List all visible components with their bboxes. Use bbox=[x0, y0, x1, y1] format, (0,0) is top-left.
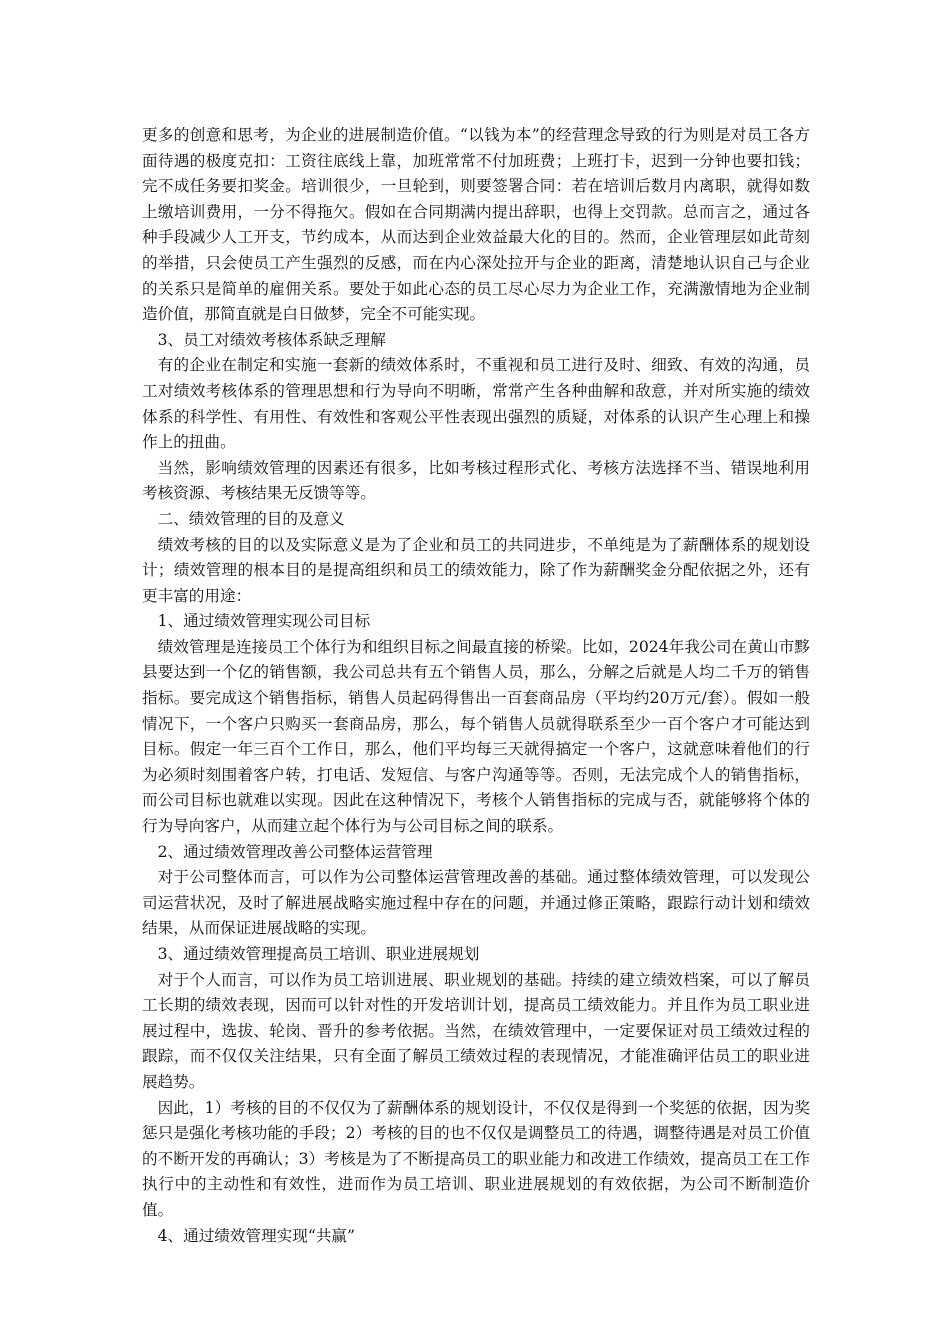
paragraph-continuation: 更多的创意和思考，为企业的进展制造价值。“以钱为本”的经营理念导致的行为则是对员工各方面待遇的极度克扣：工资往底线上靠，加班常常不付加班费；上班打卡，迟到一分钟也要扣钱；完不成任务要扣奖金。培训很少，一旦轮到，则要签署合同：若在培训后数月内离职，就得如数上缴培训费用，一分不得拖欠。假如在合同期满内提出辞职，也得上交罚款。总而言之，通过各种手段减少人工开支，节约成本，从而达到企业效益最大化的目的。然而，企业管理层如此苛刻的举措，只会使员工产生强烈的反感，而在内心深处拉开与企业的距离，清楚地认识自己与企业的关系只是简单的雇佣关系。要处于如此心态的员工尽心尽力为企业工作，充满激情地为企业制造价值，那简直就是白日做梦，完全不可能实现。 bbox=[142, 126, 810, 324]
paragraph: 对于个人而言，可以作为员工培训进展、职业规划的基础。持续的建立绩效档案，可以了解员工长期的绩效表现，因而可以针对性的开发培训计划，提高员工绩效能力。并且作为员工职业进展过程中，选拔、轮岗、晋升的参考依据。当然，在绩效管理中，一定要保证对员工绩效过程的跟踪，而不仅仅关注结果，只有全面了解员工绩效过程的表现情况，才能准确评估员工的职业进展趋势。 bbox=[142, 970, 810, 1091]
heading-3-training: 3、通过绩效管理提高员工培训、职业进展规划 bbox=[157, 945, 480, 963]
heading-1-company-goals: 1、通过绩效管理实现公司目标 bbox=[157, 612, 371, 631]
heading-4-win-win: 4、通过绩效管理实现“共赢” bbox=[157, 1226, 355, 1245]
paragraph: 当然，影响绩效管理的因素还有很多，比如考核过程形式化、考核方法选择不当、错误地利用考核资源、考核结果无反馈等等。 bbox=[142, 458, 810, 503]
paragraph: 绩效管理是连接员工个体行为和组织目标之间最直接的桥梁。比如，2024年我公司在黄山市黟县要达到一个亿的销售额，我公司总共有五个销售人员，那么，分解之后就是人均二千万的销售指标。要完成这个销售指标，销售人员起码得售出一百套商品房（平均约20万元/套）。假如一般情况下，一个客户只购买一套商品房，那么，每个销售人员就得联系至少一百个客户才可能达到目标。假定一年三百个工作日，那么，他们平均每三天就得搞定一个客户，这就意味着他们的行为必须时刻围着客户转，打电话、发短信、与客户沟通等等。否则，无法完成个人的销售指标，而公司目标也就难以实现。因此在这种情况下，考核个人销售指标的完成与否，就能够将个体的行为导向客户，从而建立起个体行为与公司目标之间的联系。 bbox=[142, 637, 810, 836]
section-heading-purpose: 二、绩效管理的目的及意义 bbox=[157, 509, 345, 528]
heading-3-lack-of-understanding: 3、员工对绩效考核体系缺乏理解 bbox=[157, 330, 386, 349]
paragraph: 对于公司整体而言，可以作为公司整体运营管理改善的基础。通过整体绩效管理，可以发现公司运营状况，及时了解进展战略实施过程中存在的问题，并通过修正策略，跟踪行动计划和绩效结果，从而保证进展战略的实现。 bbox=[142, 868, 810, 938]
paragraph: 绩效考核的目的以及实际意义是为了企业和员工的共同进步，不单纯是为了薪酬体系的规划设计；绩效管理的根本目的是提高组织和员工的绩效能力，除了作为薪酬奖金分配依据之外，还有更丰富的用途： bbox=[142, 535, 810, 605]
document-body bbox=[142, 123, 810, 1249]
paragraph: 有的企业在制定和实施一套新的绩效体系时，不重视和员工进行及时、细致、有效的沟通，员工对绩效考核体系的管理思想和行为导向不明晰，常常产生各种曲解和敌意，并对所实施的绩效体系的科学性、有用性、有效性和客观公平性表现出强烈的质疑，对体系的认识产生心理上和操作上的扭曲。 bbox=[142, 356, 810, 452]
paragraph: 因此，1）考核的目的不仅仅为了薪酬体系的规划设计，不仅仅是得到一个奖惩的依据，因为奖惩只是强化考核功能的手段；2）考核的目的也不仅仅是调整员工的待遇，调整待遇是对员工价值的不断开发的再确认；3）考核是为了不断提高员工的职业能力和改进工作绩效，提高员工在工作执行中的主动性和有效性，进而作为员工培训、职业进展规划的有效依据，为公司不断制造价值。 bbox=[142, 1098, 810, 1219]
heading-2-operations: 2、通过绩效管理改善公司整体运营管理 bbox=[157, 842, 433, 861]
